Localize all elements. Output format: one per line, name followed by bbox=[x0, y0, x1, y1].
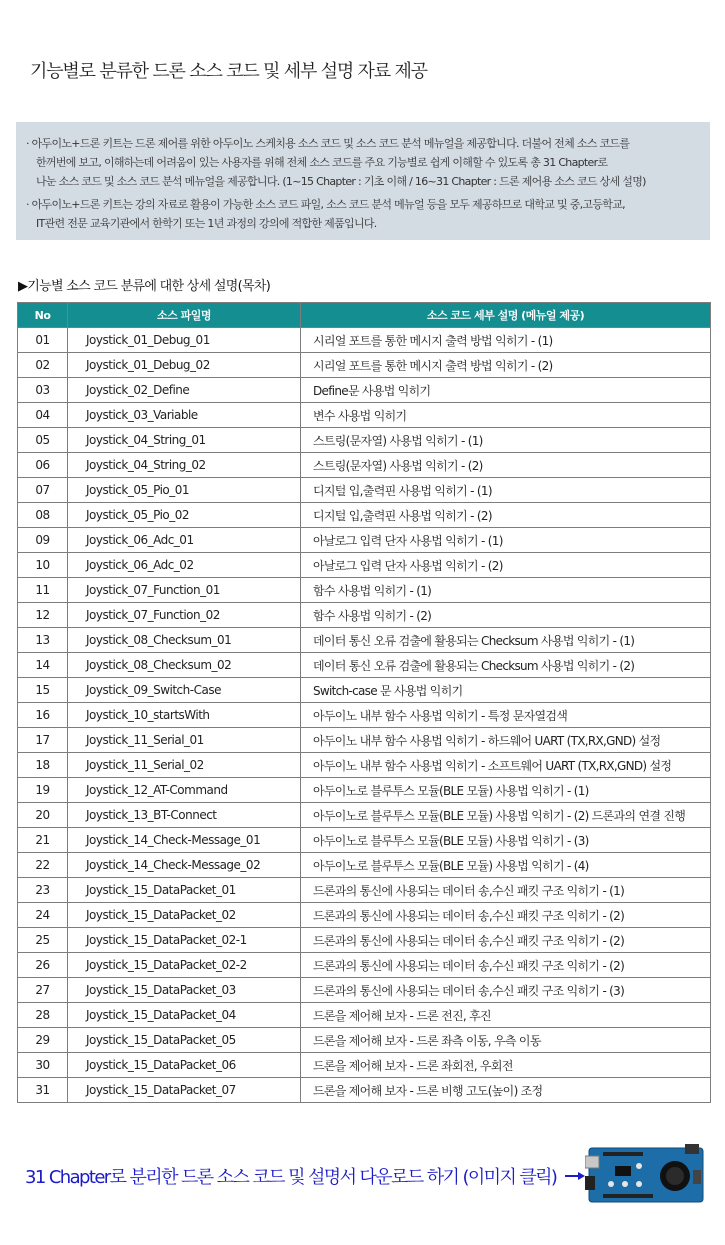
row-number: 15 bbox=[18, 678, 68, 703]
table-row bbox=[18, 603, 711, 628]
source-filename: Joystick_15_DataPacket_04 bbox=[68, 1003, 301, 1028]
source-filename: Joystick_15_DataPacket_06 bbox=[68, 1053, 301, 1078]
source-filename: Joystick_06_Adc_02 bbox=[68, 553, 301, 578]
source-description: 드론을 제어해 보자 - 드론 비행 고도(높이) 조정 bbox=[301, 1078, 711, 1103]
source-filename: Joystick_11_Serial_01 bbox=[68, 728, 301, 753]
row-number: 26 bbox=[18, 953, 68, 978]
table-row bbox=[18, 753, 711, 778]
table-row bbox=[18, 803, 711, 828]
source-filename: Joystick_03_Variable bbox=[68, 403, 301, 428]
source-description: 드론과의 통신에 사용되는 데이터 송,수신 패킷 구조 익히기 - (2) bbox=[301, 928, 711, 953]
table-row bbox=[18, 878, 711, 903]
table-row bbox=[18, 478, 711, 503]
row-number: 20 bbox=[18, 803, 68, 828]
source-description: 아날로그 입력 단자 사용법 익히기 - (2) bbox=[301, 553, 711, 578]
source-filename: Joystick_15_DataPacket_07 bbox=[68, 1078, 301, 1103]
source-description: 아두이노로 블루투스 모듈(BLE 모듈) 사용법 익히기 - (1) bbox=[301, 778, 711, 803]
source-filename: Joystick_15_DataPacket_03 bbox=[68, 978, 301, 1003]
row-number: 09 bbox=[18, 528, 68, 553]
source-description: 디지털 입,출력핀 사용법 익히기 - (2) bbox=[301, 503, 711, 528]
source-filename: Joystick_15_DataPacket_02-1 bbox=[68, 928, 301, 953]
row-number: 02 bbox=[18, 353, 68, 378]
toc-table bbox=[17, 302, 711, 1103]
source-description: 아두이노 내부 함수 사용법 익히기 - 하드웨어 UART (TX,RX,GND) 설정 bbox=[301, 728, 711, 753]
table-row bbox=[18, 553, 711, 578]
source-description: 시리얼 포트를 통한 메시지 출력 방법 익히기 - (2) bbox=[301, 353, 711, 378]
table-row bbox=[18, 828, 711, 853]
table-row bbox=[18, 953, 711, 978]
source-filename: Joystick_10_startsWith bbox=[68, 703, 301, 728]
table-row bbox=[18, 328, 711, 353]
row-number: 28 bbox=[18, 1003, 68, 1028]
source-filename: Joystick_06_Adc_01 bbox=[68, 528, 301, 553]
source-filename: Joystick_14_Check-Message_01 bbox=[68, 828, 301, 853]
row-number: 16 bbox=[18, 703, 68, 728]
table-row bbox=[18, 353, 711, 378]
source-filename: Joystick_07_Function_02 bbox=[68, 603, 301, 628]
source-filename: Joystick_14_Check-Message_02 bbox=[68, 853, 301, 878]
toc-heading: ▶기능별 소스 코드 분류에 대한 상세 설명(목차) bbox=[18, 279, 271, 294]
row-number: 30 bbox=[18, 1053, 68, 1078]
source-filename: Joystick_15_DataPacket_01 bbox=[68, 878, 301, 903]
row-number: 21 bbox=[18, 828, 68, 853]
row-number: 19 bbox=[18, 778, 68, 803]
row-number: 01 bbox=[18, 328, 68, 353]
source-description: 드론과의 통신에 사용되는 데이터 송,수신 패킷 구조 익히기 - (1) bbox=[301, 878, 711, 903]
source-description: 함수 사용법 익히기 - (2) bbox=[301, 603, 711, 628]
table-row bbox=[18, 628, 711, 653]
table-row bbox=[18, 653, 711, 678]
page-title: 기능별로 분류한 드론 소스 코드 및 세부 설명 자료 제공 bbox=[30, 61, 427, 82]
row-number: 03 bbox=[18, 378, 68, 403]
source-description: Switch-case 문 사용법 익히기 bbox=[301, 678, 711, 703]
row-number: 27 bbox=[18, 978, 68, 1003]
source-description: 아두이노로 블루투스 모듈(BLE 모듈) 사용법 익히기 - (2) 드론과의 연결 진행 bbox=[301, 803, 711, 828]
row-number: 17 bbox=[18, 728, 68, 753]
source-description: 드론을 제어해 보자 - 드론 좌회전, 우회전 bbox=[301, 1053, 711, 1078]
source-description: 아두이노로 블루투스 모듈(BLE 모듈) 사용법 익히기 - (4) bbox=[301, 853, 711, 878]
source-description: 아두이노로 블루투스 모듈(BLE 모듈) 사용법 익히기 - (3) bbox=[301, 828, 711, 853]
table-row bbox=[18, 853, 711, 878]
source-description: 아두이노 내부 함수 사용법 익히기 - 특정 문자열검색 bbox=[301, 703, 711, 728]
row-number: 29 bbox=[18, 1028, 68, 1053]
table-row bbox=[18, 903, 711, 928]
intro-paragraph: · 아두이노+드론 키트는 드론 제어를 위한 아두이노 스케치용 소스 코드 및 소스 코드 분석 메뉴얼을 제공합니다. 더불어 전체 소스 코드를 한꺼번에 보고, 이해하는데 어려움이 있는 사용자를 위해 전체 소스 코드를 주요 기능별로 쉽게 이해할 수 있도록 총 31 Chapter로 나눈 소스 코드 및 소스 코드 분석 메뉴얼을 제공합니다. (1~15 Chapter : 기초 이해 / 16~31 Chapter : 드론 제어용 소스 코드 상세 설명) bbox=[26, 137, 646, 188]
table-row bbox=[18, 778, 711, 803]
row-number: 05 bbox=[18, 428, 68, 453]
table-row bbox=[18, 428, 711, 453]
table-row bbox=[18, 678, 711, 703]
source-description: 변수 사용법 익히기 bbox=[301, 403, 711, 428]
source-filename: Joystick_15_DataPacket_02 bbox=[68, 903, 301, 928]
source-filename: Joystick_11_Serial_02 bbox=[68, 753, 301, 778]
source-description: 아두이노 내부 함수 사용법 익히기 - 소프트웨어 UART (TX,RX,GND) 설정 bbox=[301, 753, 711, 778]
row-number: 07 bbox=[18, 478, 68, 503]
source-description: 드론과의 통신에 사용되는 데이터 송,수신 패킷 구조 익히기 - (3) bbox=[301, 978, 711, 1003]
source-filename: Joystick_01_Debug_01 bbox=[68, 328, 301, 353]
source-filename: Joystick_07_Function_01 bbox=[68, 578, 301, 603]
table-row bbox=[18, 403, 711, 428]
source-filename: Joystick_08_Checksum_01 bbox=[68, 628, 301, 653]
source-filename: Joystick_05_Pio_01 bbox=[68, 478, 301, 503]
table-row bbox=[18, 1078, 711, 1103]
source-filename: Joystick_15_DataPacket_05 bbox=[68, 1028, 301, 1053]
source-description: 함수 사용법 익히기 - (1) bbox=[301, 578, 711, 603]
table-row bbox=[18, 578, 711, 603]
source-description: 드론과의 통신에 사용되는 데이터 송,수신 패킷 구조 익히기 - (2) bbox=[301, 953, 711, 978]
source-description: 드론을 제어해 보자 - 드론 전진, 후진 bbox=[301, 1003, 711, 1028]
table-row bbox=[18, 528, 711, 553]
row-number: 14 bbox=[18, 653, 68, 678]
source-filename: Joystick_08_Checksum_02 bbox=[68, 653, 301, 678]
header-filename: 소스 파일명 bbox=[68, 303, 301, 328]
row-number: 08 bbox=[18, 503, 68, 528]
table-row bbox=[18, 503, 711, 528]
row-number: 31 bbox=[18, 1078, 68, 1103]
table-row bbox=[18, 703, 711, 728]
row-number: 12 bbox=[18, 603, 68, 628]
source-filename: Joystick_15_DataPacket_02-2 bbox=[68, 953, 301, 978]
source-filename: Joystick_13_BT-Connect bbox=[68, 803, 301, 828]
source-filename: Joystick_01_Debug_02 bbox=[68, 353, 301, 378]
source-filename: Joystick_12_AT-Command bbox=[68, 778, 301, 803]
row-number: 24 bbox=[18, 903, 68, 928]
row-number: 04 bbox=[18, 403, 68, 428]
row-number: 25 bbox=[18, 928, 68, 953]
arrow-right-icon bbox=[565, 1171, 585, 1181]
row-number: 10 bbox=[18, 553, 68, 578]
row-number: 22 bbox=[18, 853, 68, 878]
table-row bbox=[18, 928, 711, 953]
source-filename: Joystick_04_String_01 bbox=[68, 428, 301, 453]
table-row bbox=[18, 1003, 711, 1028]
header-description: 소스 코드 세부 설명 (메뉴얼 제공) bbox=[301, 303, 711, 328]
table-row bbox=[18, 728, 711, 753]
source-filename: Joystick_05_Pio_02 bbox=[68, 503, 301, 528]
source-description: 드론을 제어해 보자 - 드론 좌측 이동, 우측 이동 bbox=[301, 1028, 711, 1053]
source-description: 드론과의 통신에 사용되는 데이터 송,수신 패킷 구조 익히기 - (2) bbox=[301, 903, 711, 928]
source-description: 스트링(문자열) 사용법 익히기 - (2) bbox=[301, 453, 711, 478]
table-row bbox=[18, 978, 711, 1003]
row-number: 23 bbox=[18, 878, 68, 903]
intro-box bbox=[16, 122, 710, 240]
table-row bbox=[18, 1053, 711, 1078]
source-filename: Joystick_04_String_02 bbox=[68, 453, 301, 478]
source-description: 아날로그 입력 단자 사용법 익히기 - (1) bbox=[301, 528, 711, 553]
table-row bbox=[18, 453, 711, 478]
row-number: 18 bbox=[18, 753, 68, 778]
source-description: 스트링(문자열) 사용법 익히기 - (1) bbox=[301, 428, 711, 453]
table-row bbox=[18, 378, 711, 403]
download-link[interactable]: 31 Chapter로 분리한 드론 소스 코드 및 설명서 다운로드 하기 (이미지 클릭) bbox=[25, 1167, 557, 1188]
header-no: No bbox=[18, 303, 68, 328]
table-header-row bbox=[18, 303, 711, 328]
row-number: 11 bbox=[18, 578, 68, 603]
joystick-board-icon[interactable] bbox=[585, 1142, 710, 1206]
source-description: 데이터 통신 오류 검출에 활용되는 Checksum 사용법 익히기 - (2) bbox=[301, 653, 711, 678]
source-description: 디지털 입,출력핀 사용법 익히기 - (1) bbox=[301, 478, 711, 503]
table-row bbox=[18, 1028, 711, 1053]
source-description: 시리얼 포트를 통한 메시지 출력 방법 익히기 - (1) bbox=[301, 328, 711, 353]
source-description: Define문 사용법 익히기 bbox=[301, 378, 711, 403]
source-filename: Joystick_02_Define bbox=[68, 378, 301, 403]
source-filename: Joystick_09_Switch-Case bbox=[68, 678, 301, 703]
row-number: 13 bbox=[18, 628, 68, 653]
source-description: 데이터 통신 오류 검출에 활용되는 Checksum 사용법 익히기 - (1) bbox=[301, 628, 711, 653]
row-number: 06 bbox=[18, 453, 68, 478]
intro-paragraph: · 아두이노+드론 키트는 강의 자료로 활용이 가능한 소스 코드 파일, 소스 코드 분석 메뉴얼 등을 모두 제공하므로 대학교 및 중,고등학교, IT관련 전문 교육기관에서 한학기 또는 1년 과정의 강의에 적합한 제품입니다. bbox=[26, 198, 625, 230]
